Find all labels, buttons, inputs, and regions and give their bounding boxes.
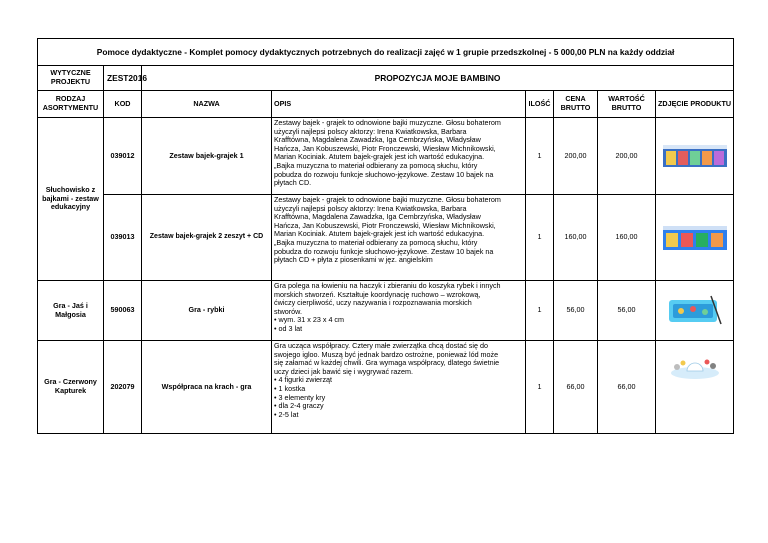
opis-line: Zestawy bajek - grajek to odnowione bajki muzyczne. Głosu bohaterom — [274, 195, 501, 204]
opis-line: płytach CD + płyta z piosenkami w jęz. angielskim — [274, 255, 433, 265]
row-opis — [272, 341, 526, 434]
opis-line: Marian Kociniak. Atutem bajek-grajek jest ich wartość edukacyjna. — [274, 152, 485, 162]
opis-line: • 3 elementy kry — [274, 392, 326, 402]
product-photo — [656, 281, 734, 341]
header-wartosc: WARTOŚĆ BRUTTO — [598, 91, 656, 118]
opis-line: • dla 2-4 graczy — [274, 401, 324, 411]
row-ilosc: 1 — [526, 195, 554, 281]
fishing-game-image — [667, 294, 723, 328]
header-propozycja: PROPOZYCJA MOJE BAMBINO — [142, 66, 734, 91]
row-nazwa: Współpraca na krach - gra — [142, 341, 272, 434]
product-photo — [656, 195, 734, 281]
opis-line: Marian Kociniak. Atutem bajek-grajek jest ich wartość edukacyjna. — [274, 229, 485, 239]
header-row-2 — [38, 91, 734, 118]
opis-line: Hańcza, Jan Kobuszewski, Piotr Fronczewski, Wiesław Michnikowski, — [274, 143, 496, 153]
header-cena: CENA BRUTTO — [554, 91, 598, 118]
opis-line: swojego igloo. Muszą być jednak bardzo ostrożne, ponieważ lód może — [274, 349, 499, 359]
opis-line: morskich stworzeń. Kształtuje koordynację ruchowo – wzrokową, — [274, 289, 481, 299]
header-row-1 — [38, 66, 734, 91]
row-kod: 039013 — [104, 195, 142, 281]
row-nazwa: Gra - rybki — [142, 281, 272, 341]
table-row — [38, 195, 734, 281]
cd-boxes-image — [662, 143, 728, 169]
opis-line: pobudza do rozwoju funkcje słuchowo-językowe. Zestaw 10 bajek na — [274, 246, 494, 256]
header-zdjecie: ZDJĘCIE PRODUKTU — [656, 91, 734, 118]
opis-line: Zestawy bajek - grajek to odnowione bajki muzyczne. Głosu bohaterom — [274, 118, 501, 127]
opis-line: użyczyli najlepsi polscy aktorzy: Irena Kwiatkowska, Barbara — [274, 203, 467, 213]
row-ilosc: 1 — [526, 118, 554, 195]
opis-line: Krafftówna, Magdalena Zawadzka, Iga Cembrzyńska, Władysław — [274, 212, 481, 222]
opis-line: „Bajka muzyczna to materiał odbierany za pomocą słuchu, który — [274, 237, 478, 247]
opis-line: płytach CD. — [274, 178, 312, 188]
header-rodzaj: RODZAJ ASORTYMENTU — [38, 91, 104, 118]
document-sheet — [37, 38, 733, 434]
row-opis — [272, 195, 526, 281]
row-nazwa: Zestaw bajek-grajek 2 zeszyt + CD — [142, 195, 272, 281]
row-ilosc: 1 — [526, 281, 554, 341]
row-cena: 200,00 — [554, 118, 598, 195]
group-rodzaj: Gra - Jaś i Małgosia — [38, 281, 104, 341]
product-photo — [656, 341, 734, 434]
header-zest: ZEST2016 — [104, 66, 142, 91]
group-rodzaj: Gra - Czerwony Kapturek — [38, 341, 104, 434]
opis-line: uczy dzieci jak bawić się i wygrywać razem. — [274, 366, 413, 376]
row-cena: 66,00 — [554, 341, 598, 434]
opis-line: • 2-5 lat — [274, 409, 299, 419]
opis-line: się załamać w każdej chwili. Gra wymaga współpracy, dlatego świetnie — [274, 358, 500, 368]
product-table — [37, 38, 734, 434]
opis-line: Gra polega na łowieniu na haczyk i zbieraniu do koszyka rybek i innych — [274, 281, 501, 290]
opis-line: • od 3 lat — [274, 323, 303, 333]
opis-line: Krafftówna, Magdalena Zawadzka, Iga Cembrzyńska, Władysław — [274, 135, 481, 145]
opis-line: Hańcza, Jan Kobuszewski, Piotr Fronczewski, Wiesław Michnikowski, — [274, 220, 496, 230]
row-cena: 160,00 — [554, 195, 598, 281]
table-row — [38, 118, 734, 195]
opis-line: • 4 figurki zwierząt — [274, 375, 333, 385]
opis-line: pobudza do rozwoju funkcje słuchowo-językowe. Zestaw 10 bajek na — [274, 169, 494, 179]
header-opis: OPIS — [272, 91, 526, 118]
row-nazwa: Zestaw bajek-grajek 1 — [142, 118, 272, 195]
opis-line: • wym. 31 x 23 x 4 cm — [274, 315, 345, 325]
opis-line: Gra ucząca współpracy. Cztery małe zwierzątka chcą dostać się do — [274, 341, 488, 350]
row-kod: 590063 — [104, 281, 142, 341]
header-nazwa: NAZWA — [142, 91, 272, 118]
table-row — [38, 281, 734, 341]
product-photo — [656, 118, 734, 195]
title-row — [38, 39, 734, 66]
opis-line: „Bajka muzyczna to materiał odbierany za pomocą słuchu, który — [274, 160, 478, 170]
row-wartosc: 160,00 — [598, 195, 656, 281]
row-wartosc: 56,00 — [598, 281, 656, 341]
header-kod: KOD — [104, 91, 142, 118]
row-kod: 039012 — [104, 118, 142, 195]
opis-line: użyczyli najlepsi polscy aktorzy: Irena Kwiatkowska, Barbara — [274, 126, 467, 136]
row-opis — [272, 281, 526, 341]
header-wytyczne: WYTYCZNE PROJEKTU — [38, 66, 104, 91]
row-wartosc: 66,00 — [598, 341, 656, 434]
document-title: Pomoce dydaktyczne - Komplet pomocy dydaktycznych potrzebnych do realizacji zajęć w 1 grupie przedszkolnej - 5 000,00 PLN na każdy oddział — [38, 39, 734, 66]
cd-boxes-image — [662, 224, 728, 252]
row-wartosc: 200,00 — [598, 118, 656, 195]
row-kod: 202079 — [104, 341, 142, 434]
header-ilosc: ILOŚĆ — [526, 91, 554, 118]
table-row — [38, 341, 734, 434]
opis-line: • 1 kostka — [274, 383, 306, 393]
group-rodzaj: Słuchowisko z bajkami - zestaw edukacyjny — [38, 118, 104, 281]
opis-line: ćwiczy cierpliwość, uczy nazywania i rozpoznawania morskich — [274, 298, 472, 308]
row-ilosc: 1 — [526, 341, 554, 434]
row-opis — [272, 118, 526, 195]
opis-line: stworów. — [274, 306, 302, 316]
row-cena: 56,00 — [554, 281, 598, 341]
ice-floe-game-image — [667, 355, 723, 381]
